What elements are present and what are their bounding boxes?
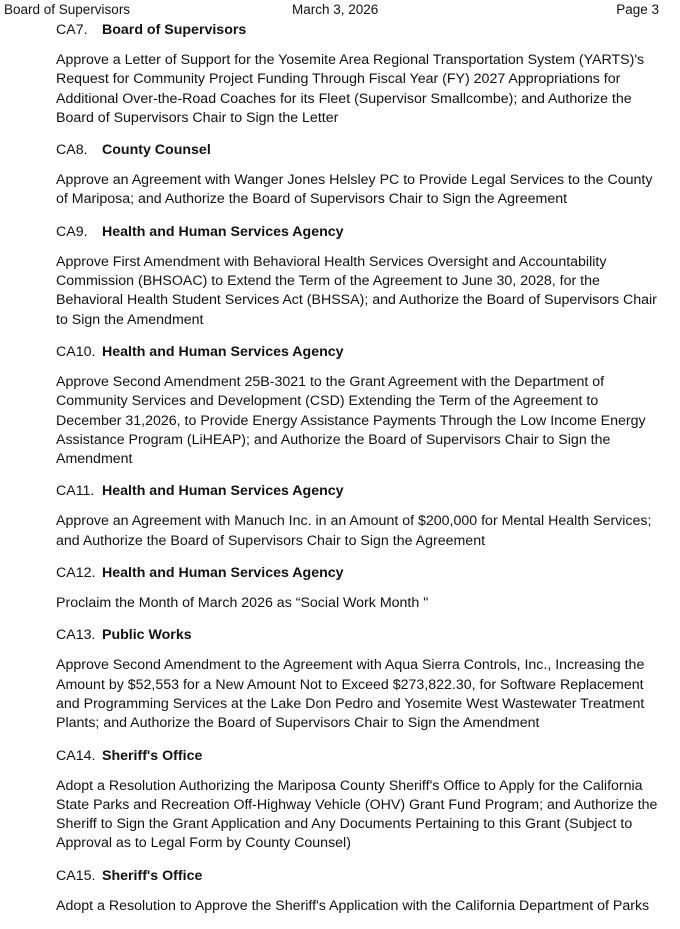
item-heading — [56, 343, 662, 362]
item-department: Board of Supervisors — [102, 22, 247, 38]
item-code: CA14. — [56, 747, 96, 764]
item-department: Sheriff's Office — [102, 867, 203, 884]
item-heading — [56, 867, 662, 886]
item-department: Health and Human Services Agency — [102, 483, 344, 500]
item-description: Approve a Letter of Support for the Yosemite Area Regional Transportation System (YARTS)'s Request for Community Project Funding Through Fiscal Year (FY) 2027 Appropriations for Additional Over-the-Road Coaches for its Fleet (Supervisor Smallcombe); and Authorize the Board of Supervisors Chair to Sign the Letter — [56, 52, 645, 126]
item-heading — [56, 482, 662, 501]
page-header — [0, 1, 680, 19]
agenda-items — [56, 21, 662, 929]
agenda-item-ca11 — [56, 482, 662, 551]
item-department: Sheriff's Office — [102, 747, 203, 764]
item-heading — [56, 747, 662, 766]
item-department: County Counsel — [102, 142, 211, 159]
header-page-number: Page 3 — [616, 2, 659, 17]
item-heading — [56, 564, 662, 583]
agenda-item-ca15 — [56, 867, 662, 916]
item-code: CA13. — [56, 627, 96, 644]
item-code: CA7. — [56, 22, 88, 38]
item-heading — [56, 21, 662, 40]
agenda-item-ca7 — [56, 21, 662, 128]
item-description: Approve First Amendment with Behavioral Health Services Oversight and Accountability Commission (BHSOAC) to Extend the Term of the Agreement to June 30, 2028, for the Behavioral Health Student Services Act (BHSSA); and Authorize the Board of Supervisors Chair to Sign the Amendment — [56, 253, 657, 328]
item-heading — [56, 626, 662, 645]
item-department: Health and Human Services Agency — [102, 565, 344, 582]
item-code: CA9. — [56, 223, 88, 240]
item-department: Public Works — [102, 627, 192, 644]
agenda-item-ca12 — [56, 564, 662, 613]
agenda-item-ca13 — [56, 626, 662, 733]
item-code: CA11. — [56, 483, 95, 500]
item-code: CA12. — [56, 565, 96, 582]
item-description: Approve Second Amendment 25B-3021 to the Grant Agreement with the Department of Community Services and Development (CSD) Extending the Term of the Agreement to December 31,2026, to Provide Energy Assistance Payments Through the Low Income Energy Assistance Program (LiHEAP); and Authorize the Board of Supervisors Chair to Sign the Amendment — [56, 373, 646, 468]
item-code: CA8. — [56, 142, 88, 159]
header-date: March 3, 2026 — [292, 2, 379, 17]
item-code: CA10. — [56, 343, 96, 360]
header-title: Board of Supervisors — [4, 2, 131, 17]
agenda-item-ca8 — [56, 141, 662, 210]
item-description: Adopt a Resolution Authorizing the Mariposa County Sheriff's Office to Apply for the California State Parks and Recreation Off-Highway Vehicle (OHV) Grant Fund Program; and Authorize the Sheriff to Sign the Grant Application and Any Documents Pertaining to this Grant (Subject to Approval as to Legal Form by County Counsel) — [56, 777, 658, 852]
item-department: Health and Human Services Agency — [102, 223, 344, 240]
agenda-item-ca14 — [56, 747, 662, 854]
item-code: CA15. — [56, 867, 96, 884]
item-department: Health and Human Services Agency — [102, 343, 344, 360]
item-description: Adopt a Resolution to Approve the Sheriff's Application with the California Department of Parks — [56, 897, 650, 914]
item-description: Approve Second Amendment to the Agreement with Aqua Sierra Controls, Inc., Increasing the Amount by $52,553 for a New Amount Not to Exceed $273,822.30, for Software Replacement and Programming Services at the Lake Don Pedro and Yosemite West Wastewater Treatment Plants; and Authorize the Board of Supervisors Chair to Sign the Amendment — [56, 657, 645, 732]
item-description: Approve an Agreement with Manuch Inc. in an Amount of $200,000 for Mental Health Services; and Authorize the Board of Supervisors Chair to Sign the Agreement — [56, 513, 652, 549]
item-description: Approve an Agreement with Wanger Jones Helsley PC to Provide Legal Services to the County of Mariposa; and Authorize the Board of Supervisors Chair to Sign the Agreement — [56, 172, 653, 208]
agenda-item-ca10 — [56, 343, 662, 469]
agenda-item-ca9 — [56, 223, 662, 330]
item-heading — [56, 141, 662, 160]
item-description: Proclaim the Month of March 2026 as “Social Work Month " — [56, 595, 429, 612]
item-heading — [56, 223, 662, 242]
